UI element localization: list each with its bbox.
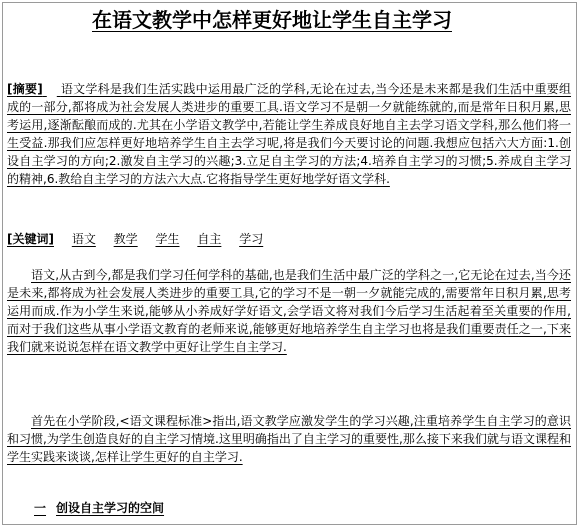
abstract-text: 语文学科是我们生活实践中运用最广泛的学科,无论在过去,当今还是未来都是我们生活中重要组成的一部分,都将成为社会发展人类进步的重要工具.语文学习不是朝一夕就能练就的,而是常年日积月累,思考运用,逐渐酝酿而成的.尤其在小学语文教学中,若能让学生养成良好地自主去学习语文学科,那么他们将一生受益.那我们应怎样更好地培养学生自主去学习呢,将是我们今天要讨论的问题.我想应包括六大方面:1.创设自主学习的方向;2.激发自主学习的兴趣;3.立足自主学习的方法;4.培养自主学习的习惯;5.养成自主学习的精神,6.教给自主学习的方法六大点.它将指导学生更好地学好语文学科. — [7, 82, 571, 186]
keyword-item: 语文 — [71, 232, 96, 246]
article-title: 在语文教学中怎样更好地让学生自主学习 — [92, 8, 452, 32]
body-paragraph: 首先在小学阶段,<语文课程标准>指出,语文教学应激发学生的学习兴趣,注重培养学生自主学习的意识和习惯,为学生创造良好的自主学习情境.这里明确指出了自主学习的重要性,那么接下来我们就与语文课程和学生实践来谈谈,怎样让学生更好的自主学习. — [7, 414, 571, 464]
keyword-item: 学生 — [155, 232, 180, 246]
section-title: 创设自主学习的空间 — [56, 501, 165, 515]
keyword-item: 学习 — [239, 232, 264, 246]
keywords-row — [7, 230, 263, 248]
abstract-paragraph — [7, 80, 571, 188]
section-number: 一 — [34, 501, 47, 515]
section-heading — [34, 499, 164, 517]
keyword-item: 教学 — [113, 232, 138, 246]
body-paragraph: 语文,从古到今,都是我们学习任何学科的基础,也是我们生活中最广泛的学科之一,它无论在过去,当今还是未来,都将成为社会发展人类进步的重要工具,它的学习不是一朝一夕就能完成的,需要常年日积月累,思考运用而成.作为小学生来说,能够从小养成好学好语文,会学语文将对我们今后学习生活起着至关重要的作用,而对于我们这些从事小学语文教育的老师来说,能够更好地培养学生自主学习也将是我们重要责任之一,下来我们就来说说怎样在语文教学中更好让学生自主学习. — [7, 268, 571, 354]
keywords-label: [关键词] — [7, 232, 54, 246]
keyword-item: 自主 — [197, 232, 222, 246]
abstract-label: [摘要] — [7, 82, 43, 96]
